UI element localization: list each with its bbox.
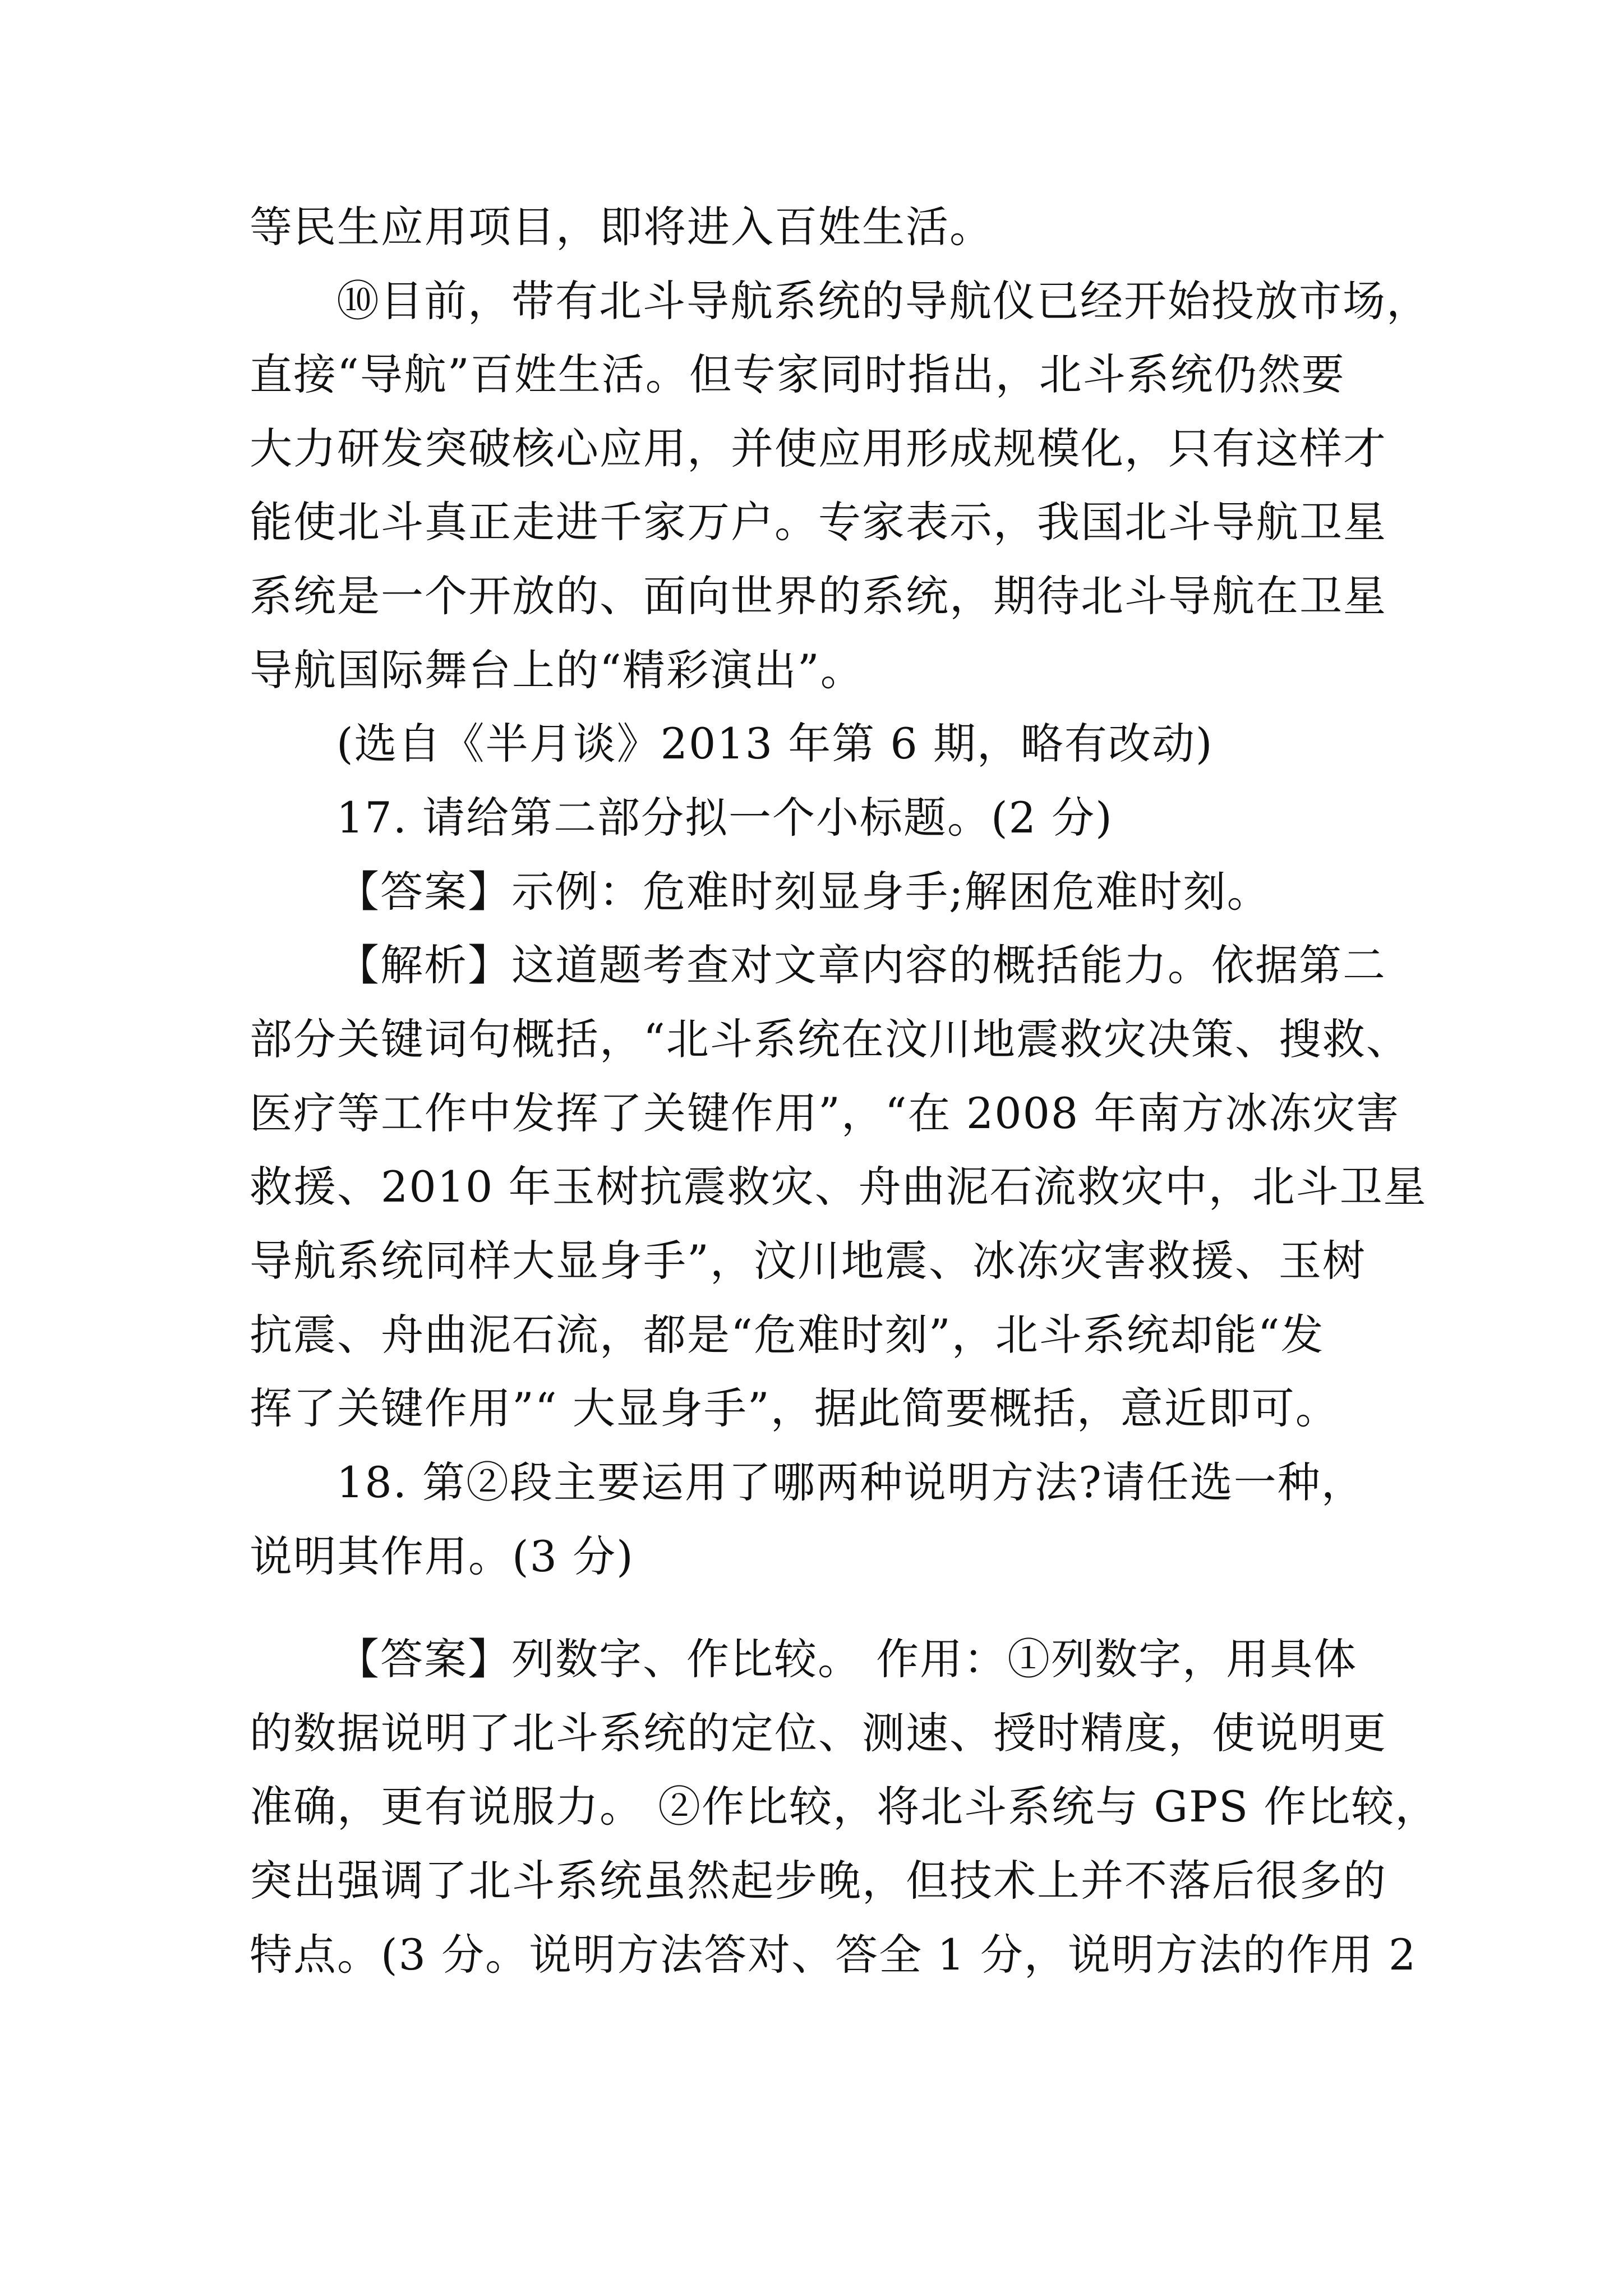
text-line-23: 突出强调了北斗系统虽然起步晚，但技术上并不落后很多的 xyxy=(250,1856,1387,1906)
text-line-13: 医疗等工作中发挥了关键作用”，“在 2008 年南方冰冻灾害 xyxy=(250,1088,1400,1138)
text-line-15: 导航系统同样大显身手”，汶川地震、冰冻灾害救援、玉树 xyxy=(250,1236,1366,1286)
text-line-19: 说明其作用。(3 分) xyxy=(250,1531,634,1581)
text-line-8: (选自《半月谈》2013 年第 6 期，略有改动) xyxy=(336,719,1214,769)
text-line-10: 【答案】示例：危难时刻显身手;解困危难时刻。 xyxy=(336,867,1271,917)
text-line-17: 挥了关键作用”“ 大显身手”，据此简要概括，意近即可。 xyxy=(250,1383,1339,1433)
text-line-14: 救援、2010 年玉树抗震救灾、舟曲泥石流救灾中，北斗卫星 xyxy=(250,1162,1427,1212)
text-line-3: 直接“导航”百姓生活。但专家同时指出，北斗系统仍然要 xyxy=(250,349,1345,399)
text-line-24: 特点。(3 分。说明方法答对、答全 1 分，说明方法的作用 2 xyxy=(250,1930,1417,1980)
text-line-1: 等民生应用项目，即将进入百姓生活。 xyxy=(250,202,993,252)
text-line-6: 系统是一个开放的、面向世界的系统，期待北斗导航在卫星 xyxy=(250,571,1387,621)
text-line-5: 能使北斗真正走进千家万户。专家表示，我国北斗导航卫星 xyxy=(250,497,1387,547)
text-line-9: 17. 请给第二部分拟一个小标题。(2 分) xyxy=(336,793,1113,843)
text-line-11: 【解析】这道题考查对文章内容的概括能力。依据第二 xyxy=(336,940,1386,990)
text-line-20: 【答案】列数字、作比较。 作用：①列数字，用具体 xyxy=(336,1634,1358,1684)
text-line-16: 抗震、舟曲泥石流，都是“危难时刻”，北斗系统却能“发 xyxy=(250,1310,1325,1360)
text-line-22: 准确，更有说服力。 ②作比较，将北斗系统与 GPS 作比较， xyxy=(250,1782,1439,1832)
text-line-7: 导航国际舞台上的“精彩演出”。 xyxy=(250,645,864,695)
text-line-12: 部分关键词句概括，“北斗系统在汶川地震救灾决策、搜救、 xyxy=(250,1014,1410,1064)
text-line-2: ⑩目前，带有北斗导航系统的导航仪已经开始投放市场， xyxy=(336,276,1430,326)
text-line-18: 18. 第②段主要运用了哪两种说明方法?请任选一种， xyxy=(336,1457,1365,1507)
text-line-21: 的数据说明了北斗系统的定位、测速、授时精度，使说明更 xyxy=(250,1708,1387,1758)
text-line-4: 大力研发突破核心应用，并使应用形成规模化，只有这样才 xyxy=(250,424,1387,473)
